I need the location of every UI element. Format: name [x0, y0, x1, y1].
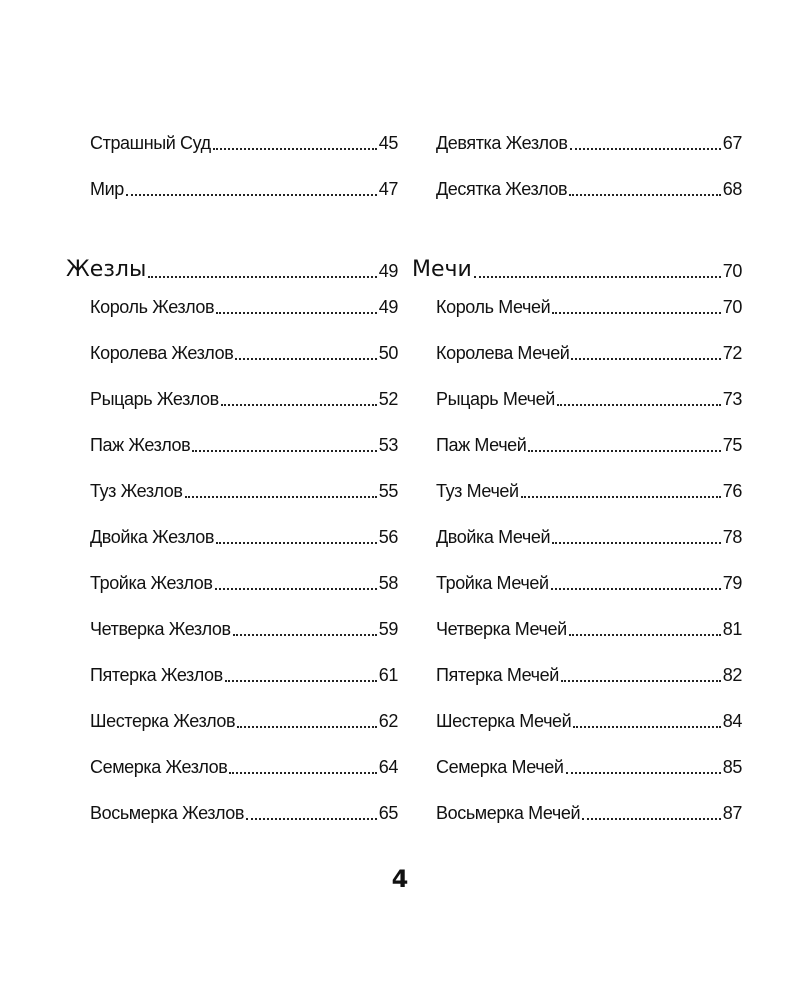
page-number: 4	[391, 865, 409, 893]
dot-leader	[552, 541, 721, 544]
toc-entry	[90, 698, 398, 732]
toc-entry-page: 47	[378, 179, 398, 199]
toc-entry-page: 70	[722, 261, 742, 281]
toc-entry	[90, 166, 398, 200]
dot-leader	[571, 357, 720, 360]
dot-leader	[233, 633, 377, 636]
toc-entry-page: 59	[378, 619, 398, 639]
dot-leader	[126, 193, 377, 196]
dot-leader	[213, 147, 377, 150]
dot-leader	[474, 275, 721, 278]
toc-entry-page: 52	[378, 389, 398, 409]
dot-leader	[192, 449, 376, 452]
toc-entry	[436, 422, 742, 456]
toc-entry-page: 55	[378, 481, 398, 501]
toc-entry-title: Восьмерка Мечей	[436, 803, 581, 823]
toc-entry-title: Паж Мечей	[436, 435, 527, 455]
toc-entry-page: 72	[722, 343, 742, 363]
toc-entry-page: 84	[722, 711, 742, 731]
toc-entry	[436, 166, 742, 200]
toc-entry	[90, 468, 398, 502]
toc-entry	[90, 422, 398, 456]
toc-entry-page: 50	[378, 343, 398, 363]
toc-entry-title: Шестерка Мечей	[436, 711, 572, 731]
toc-entry-title: Страшный Суд	[90, 133, 211, 153]
toc-entry	[436, 790, 742, 824]
dot-leader	[557, 403, 721, 406]
toc-entry	[90, 606, 398, 640]
toc-entry-title: Паж Жезлов	[90, 435, 191, 455]
toc-entry-title: Семерка Мечей	[436, 757, 564, 777]
dot-leader	[551, 587, 721, 590]
toc-entry	[90, 790, 398, 824]
dot-leader	[573, 725, 720, 728]
toc-entry-page: 62	[378, 711, 398, 731]
toc-entry-title: Тройка Мечей	[436, 573, 549, 593]
toc-entry-page: 79	[722, 573, 742, 593]
toc-entry-page: 75	[722, 435, 742, 455]
dot-leader	[569, 193, 721, 196]
toc-entry-title: Тройка Жезлов	[90, 573, 213, 593]
toc-entry-page: 81	[722, 619, 742, 639]
dot-leader	[566, 771, 721, 774]
toc-entry-title: Десятка Жезлов	[436, 179, 568, 199]
toc-entry	[436, 330, 742, 364]
toc-entry-title: Шестерка Жезлов	[90, 711, 236, 731]
toc-entry-title: Семерка Жезлов	[90, 757, 228, 777]
toc-entry-page: 73	[722, 389, 742, 409]
toc-entry-page: 76	[722, 481, 742, 501]
toc-entry-title: Двойка Мечей	[436, 527, 551, 547]
dot-leader	[235, 357, 376, 360]
toc-entry	[436, 606, 742, 640]
toc-entry	[436, 652, 742, 686]
toc-entry-page: 45	[378, 133, 398, 153]
toc-entry-page: 85	[722, 757, 742, 777]
toc-entry-page: 65	[378, 803, 398, 823]
dot-leader	[148, 275, 376, 278]
toc-entry-title: Королева Жезлов	[90, 343, 234, 363]
dot-leader	[215, 587, 377, 590]
toc-entry-title: Рыцарь Жезлов	[90, 389, 219, 409]
dot-leader	[569, 633, 721, 636]
toc-entry-title: Пятерка Жезлов	[90, 665, 223, 685]
toc-entry-page: 49	[378, 297, 398, 317]
toc-entry-title: Четверка Мечей	[436, 619, 567, 639]
toc-entry	[436, 284, 742, 318]
dot-leader	[570, 147, 721, 150]
toc-entry-title: Король Жезлов	[90, 297, 215, 317]
toc-entry	[90, 330, 398, 364]
toc-entry	[436, 120, 742, 154]
toc-entry	[436, 514, 742, 548]
toc-entry-page: 56	[378, 527, 398, 547]
toc-entry	[436, 698, 742, 732]
toc-entry-title: Рыцарь Мечей	[436, 389, 555, 409]
toc-section-entry	[412, 248, 742, 282]
dot-leader	[521, 495, 721, 498]
toc-entry-title: Король Мечей	[436, 297, 551, 317]
dot-leader	[216, 311, 377, 314]
toc-entry-page: 70	[722, 297, 742, 317]
toc-section-entry	[66, 248, 398, 282]
dot-leader	[216, 541, 377, 544]
dot-leader	[237, 725, 377, 728]
toc-entry	[90, 560, 398, 594]
toc-entry-title: Девятка Жезлов	[436, 133, 568, 153]
dot-leader	[552, 311, 721, 314]
toc-entry-title: Королева Мечей	[436, 343, 570, 363]
toc-entry-title: Восьмерка Жезлов	[90, 803, 245, 823]
toc-entry-title: Четверка Жезлов	[90, 619, 231, 639]
toc-entry-page: 58	[378, 573, 398, 593]
toc-entry	[90, 514, 398, 548]
toc-entry	[90, 120, 398, 154]
toc-entry	[436, 468, 742, 502]
toc-entry	[436, 560, 742, 594]
toc-entry	[436, 376, 742, 410]
dot-leader	[229, 771, 376, 774]
toc-entry-page: 78	[722, 527, 742, 547]
toc-entry	[90, 284, 398, 318]
toc-entry-title: Двойка Жезлов	[90, 527, 215, 547]
dot-leader	[225, 679, 377, 682]
dot-leader	[528, 449, 720, 452]
toc-entry-page: 61	[378, 665, 398, 685]
toc-entry-page: 49	[378, 261, 398, 281]
dot-leader	[185, 495, 377, 498]
dot-leader	[561, 679, 721, 682]
toc-entry-page: 64	[378, 757, 398, 777]
toc-entry-page: 82	[722, 665, 742, 685]
dot-leader	[221, 403, 377, 406]
toc-entry-page: 87	[722, 803, 742, 823]
toc-entry	[90, 652, 398, 686]
toc-entry-title: Туз Мечей	[436, 481, 519, 501]
toc-entry	[90, 376, 398, 410]
toc-entry-title: Мир	[90, 179, 124, 199]
toc-entry	[436, 744, 742, 778]
toc-entry-title: Туз Жезлов	[90, 481, 183, 501]
dot-leader	[246, 817, 377, 820]
toc-entry	[90, 744, 398, 778]
toc-entry-title: Жезлы	[66, 257, 147, 282]
toc-entry-title: Пятерка Мечей	[436, 665, 559, 685]
toc-entry-page: 67	[722, 133, 742, 153]
dot-leader	[582, 817, 721, 820]
toc-entry-title: Мечи	[412, 257, 472, 282]
toc-entry-page: 53	[378, 435, 398, 455]
toc-entry-page: 68	[722, 179, 742, 199]
